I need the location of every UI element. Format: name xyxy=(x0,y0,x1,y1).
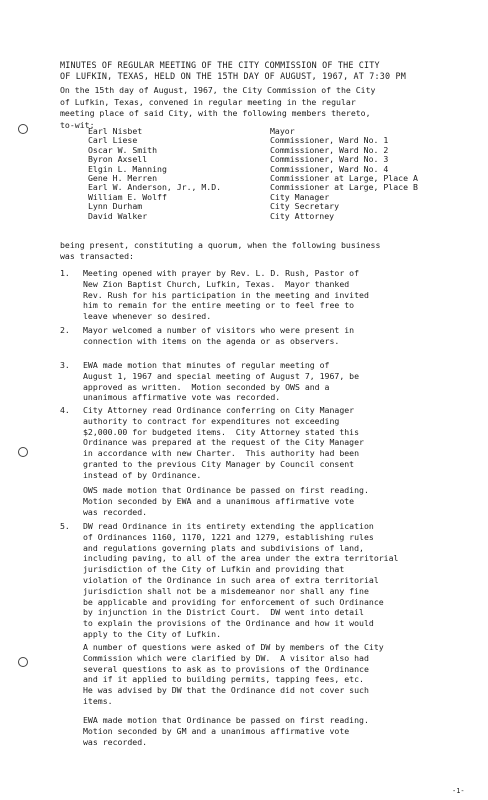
roster-row xyxy=(88,183,468,192)
member-title: Commissioner, Ward No. 4 xyxy=(270,164,389,174)
followup-line: several questions to ask as to provisions of the Ordinance xyxy=(83,663,369,674)
member-title: City Manager xyxy=(270,192,330,202)
item-line: August 1, 1967 and special meeting of August 7, 1967, be xyxy=(83,370,360,381)
item-line: DW read Ordinance in its entirety extending the application xyxy=(83,521,374,531)
member-name: Oscar W. Smith xyxy=(88,145,158,155)
member-title: City Attorney xyxy=(270,211,335,221)
member-name: William E. Wolff xyxy=(88,192,167,202)
followup-line: A number of questions were asked of DW by members of the City xyxy=(83,642,384,652)
item-line: granted to the previous City Manager by Council consent xyxy=(83,458,355,469)
item-line: jurisdiction shall not be a misdemeanor nor shall any fine xyxy=(83,585,369,596)
item-body xyxy=(83,325,354,347)
followup-line: was recorded. xyxy=(83,506,148,517)
quorum-line: was transacted: xyxy=(60,250,134,261)
item-line: jurisdiction of the City of Lufkin and providing that xyxy=(83,564,345,575)
roster-row xyxy=(88,212,468,221)
item-line: including paving, to all of the area under the extra territorial xyxy=(83,553,399,564)
item-line: Rev. Rush for his participation in the meeting and invited xyxy=(83,289,369,300)
roster-row xyxy=(88,127,468,136)
item-followup-paragraph xyxy=(83,642,483,707)
punch-hole-mark xyxy=(18,657,28,667)
intro-paragraph xyxy=(60,85,475,131)
intro-line: of Lufkin, Texas, convened in regular meeting in the regular xyxy=(60,96,356,107)
item-line: to explain the provisions of the Ordinance and how it would xyxy=(83,618,374,629)
member-name: Earl W. Anderson, Jr., M.D. xyxy=(88,183,222,193)
member-name: David Walker xyxy=(88,211,148,221)
attendance-roster xyxy=(88,127,468,221)
roster-row xyxy=(88,155,468,164)
roster-row xyxy=(88,193,468,202)
item-line: in accordance with new Charter. This authority had been xyxy=(83,448,360,459)
member-name: Byron Axsell xyxy=(88,155,148,165)
item-body xyxy=(83,405,364,481)
member-title: Commissioner, Ward No. 1 xyxy=(270,136,389,146)
item-followup-paragraph xyxy=(83,715,483,747)
item-body xyxy=(83,360,359,403)
member-name: Carl Liese xyxy=(88,136,138,146)
item-number: 3. xyxy=(60,360,70,370)
member-name: Earl Nisbet xyxy=(88,127,143,136)
item-line: approved as written. Motion seconded by OWS and a xyxy=(83,381,330,392)
followup-line: was recorded. xyxy=(83,736,148,747)
member-name: Gene H. Merren xyxy=(88,173,158,183)
item-line: unanimous affirmative vote was recorded. xyxy=(83,392,281,403)
member-name: Lynn Durham xyxy=(88,202,143,212)
title-line: OF LUFKIN, TEXAS, HELD ON THE 15TH DAY OF AUGUST, 1967, AT 7:30 PM xyxy=(60,71,406,81)
followup-line: OWS made motion that Ordinance be passed on first reading. xyxy=(83,485,369,495)
item-line: City Attorney read Ordinance conferring on City Manager xyxy=(83,405,355,415)
item-followup-paragraph xyxy=(83,485,483,517)
minutes-title xyxy=(60,60,470,82)
item-line: be applicable and providing for enforcement of such Ordinance xyxy=(83,596,384,607)
item-line: by injunction in the District Court. DW went into detail xyxy=(83,607,364,618)
quorum-statement xyxy=(60,240,475,261)
intro-line: to-wit: xyxy=(60,119,95,130)
item-line: violation of the Ordinance in such area of extra territorial xyxy=(83,574,379,585)
member-title: Commissioner, Ward No. 3 xyxy=(270,155,389,165)
item-number: 1. xyxy=(60,268,70,278)
item-line: New Zion Baptist Church, Lufkin, Texas. Mayor thanked xyxy=(83,278,350,289)
followup-line: and if it applied to building permits, tapping fees, etc. xyxy=(83,674,364,685)
followup-line: items. xyxy=(83,695,113,706)
followup-line: Motion seconded by GM and a unanimous affirmative vote xyxy=(83,725,350,736)
item-number: 5. xyxy=(60,521,70,531)
punch-hole-mark xyxy=(18,447,28,457)
followup-line: EWA made motion that Ordinance be passed on first reading. xyxy=(83,715,369,725)
followup-line: Motion seconded by EWA and a unanimous affirmative vote xyxy=(83,495,355,506)
roster-row xyxy=(88,202,468,211)
item-line: and regulations governing plats and subdivisions of land, xyxy=(83,542,364,553)
member-title: Commissioner at Large, Place B xyxy=(270,183,418,193)
item-line: him to remain for the entire meeting or to feel free to xyxy=(83,300,355,311)
intro-line: meeting place of said City, with the following members thereto, xyxy=(60,108,371,118)
item-line: connection with items on the agenda or as observers. xyxy=(83,335,340,346)
item-line: Mayor welcomed a number of visitors who were present in xyxy=(83,325,355,335)
item-line: authority to contract for expenditures not exceeding xyxy=(83,415,340,426)
followup-line: Commission which were clarified by DW. A visitor also had xyxy=(83,652,369,663)
member-title: Commissioner, Ward No. 2 xyxy=(270,145,389,155)
roster-row xyxy=(88,174,468,183)
member-title: Mayor xyxy=(270,127,295,136)
member-title: Commissioner at Large, Place A xyxy=(270,173,418,183)
item-line: apply to the City of Lufkin. xyxy=(83,628,222,639)
item-line: leave whenever so desired. xyxy=(83,311,212,322)
intro-line: On the 15th day of August, 1967, the City Commission of the City xyxy=(60,85,376,95)
roster-row xyxy=(88,136,468,145)
roster-row xyxy=(88,146,468,155)
item-line: $2,000.00 for budgeted items. City Attorney stated this xyxy=(83,426,360,437)
title-line: MINUTES OF REGULAR MEETING OF THE CITY COMMISSION OF THE CITY xyxy=(60,60,380,70)
page-number: -1- xyxy=(452,787,465,795)
quorum-line: being present, constituting a quorum, when the following business xyxy=(60,240,381,250)
item-body xyxy=(83,521,398,640)
item-line: Ordinance was prepared at the request of the City Manager xyxy=(83,437,364,448)
followup-line: He was advised by DW that the Ordinance did not cover such xyxy=(83,685,369,696)
item-number: 4. xyxy=(60,405,70,415)
item-line: of Ordinances 1160, 1170, 1221 and 1279, establishing rules xyxy=(83,531,374,542)
member-name: Elgin L. Manning xyxy=(88,164,167,174)
item-body xyxy=(83,268,369,322)
roster-row xyxy=(88,165,468,174)
punch-hole-mark xyxy=(18,124,28,134)
item-line: instead of by Ordinance. xyxy=(83,469,202,480)
member-title: City Secretary xyxy=(270,202,340,212)
item-number: 2. xyxy=(60,325,70,335)
item-line: EWA made motion that minutes of regular meeting of xyxy=(83,360,330,370)
item-line: Meeting opened with prayer by Rev. L. D. Rush, Pastor of xyxy=(83,268,360,278)
